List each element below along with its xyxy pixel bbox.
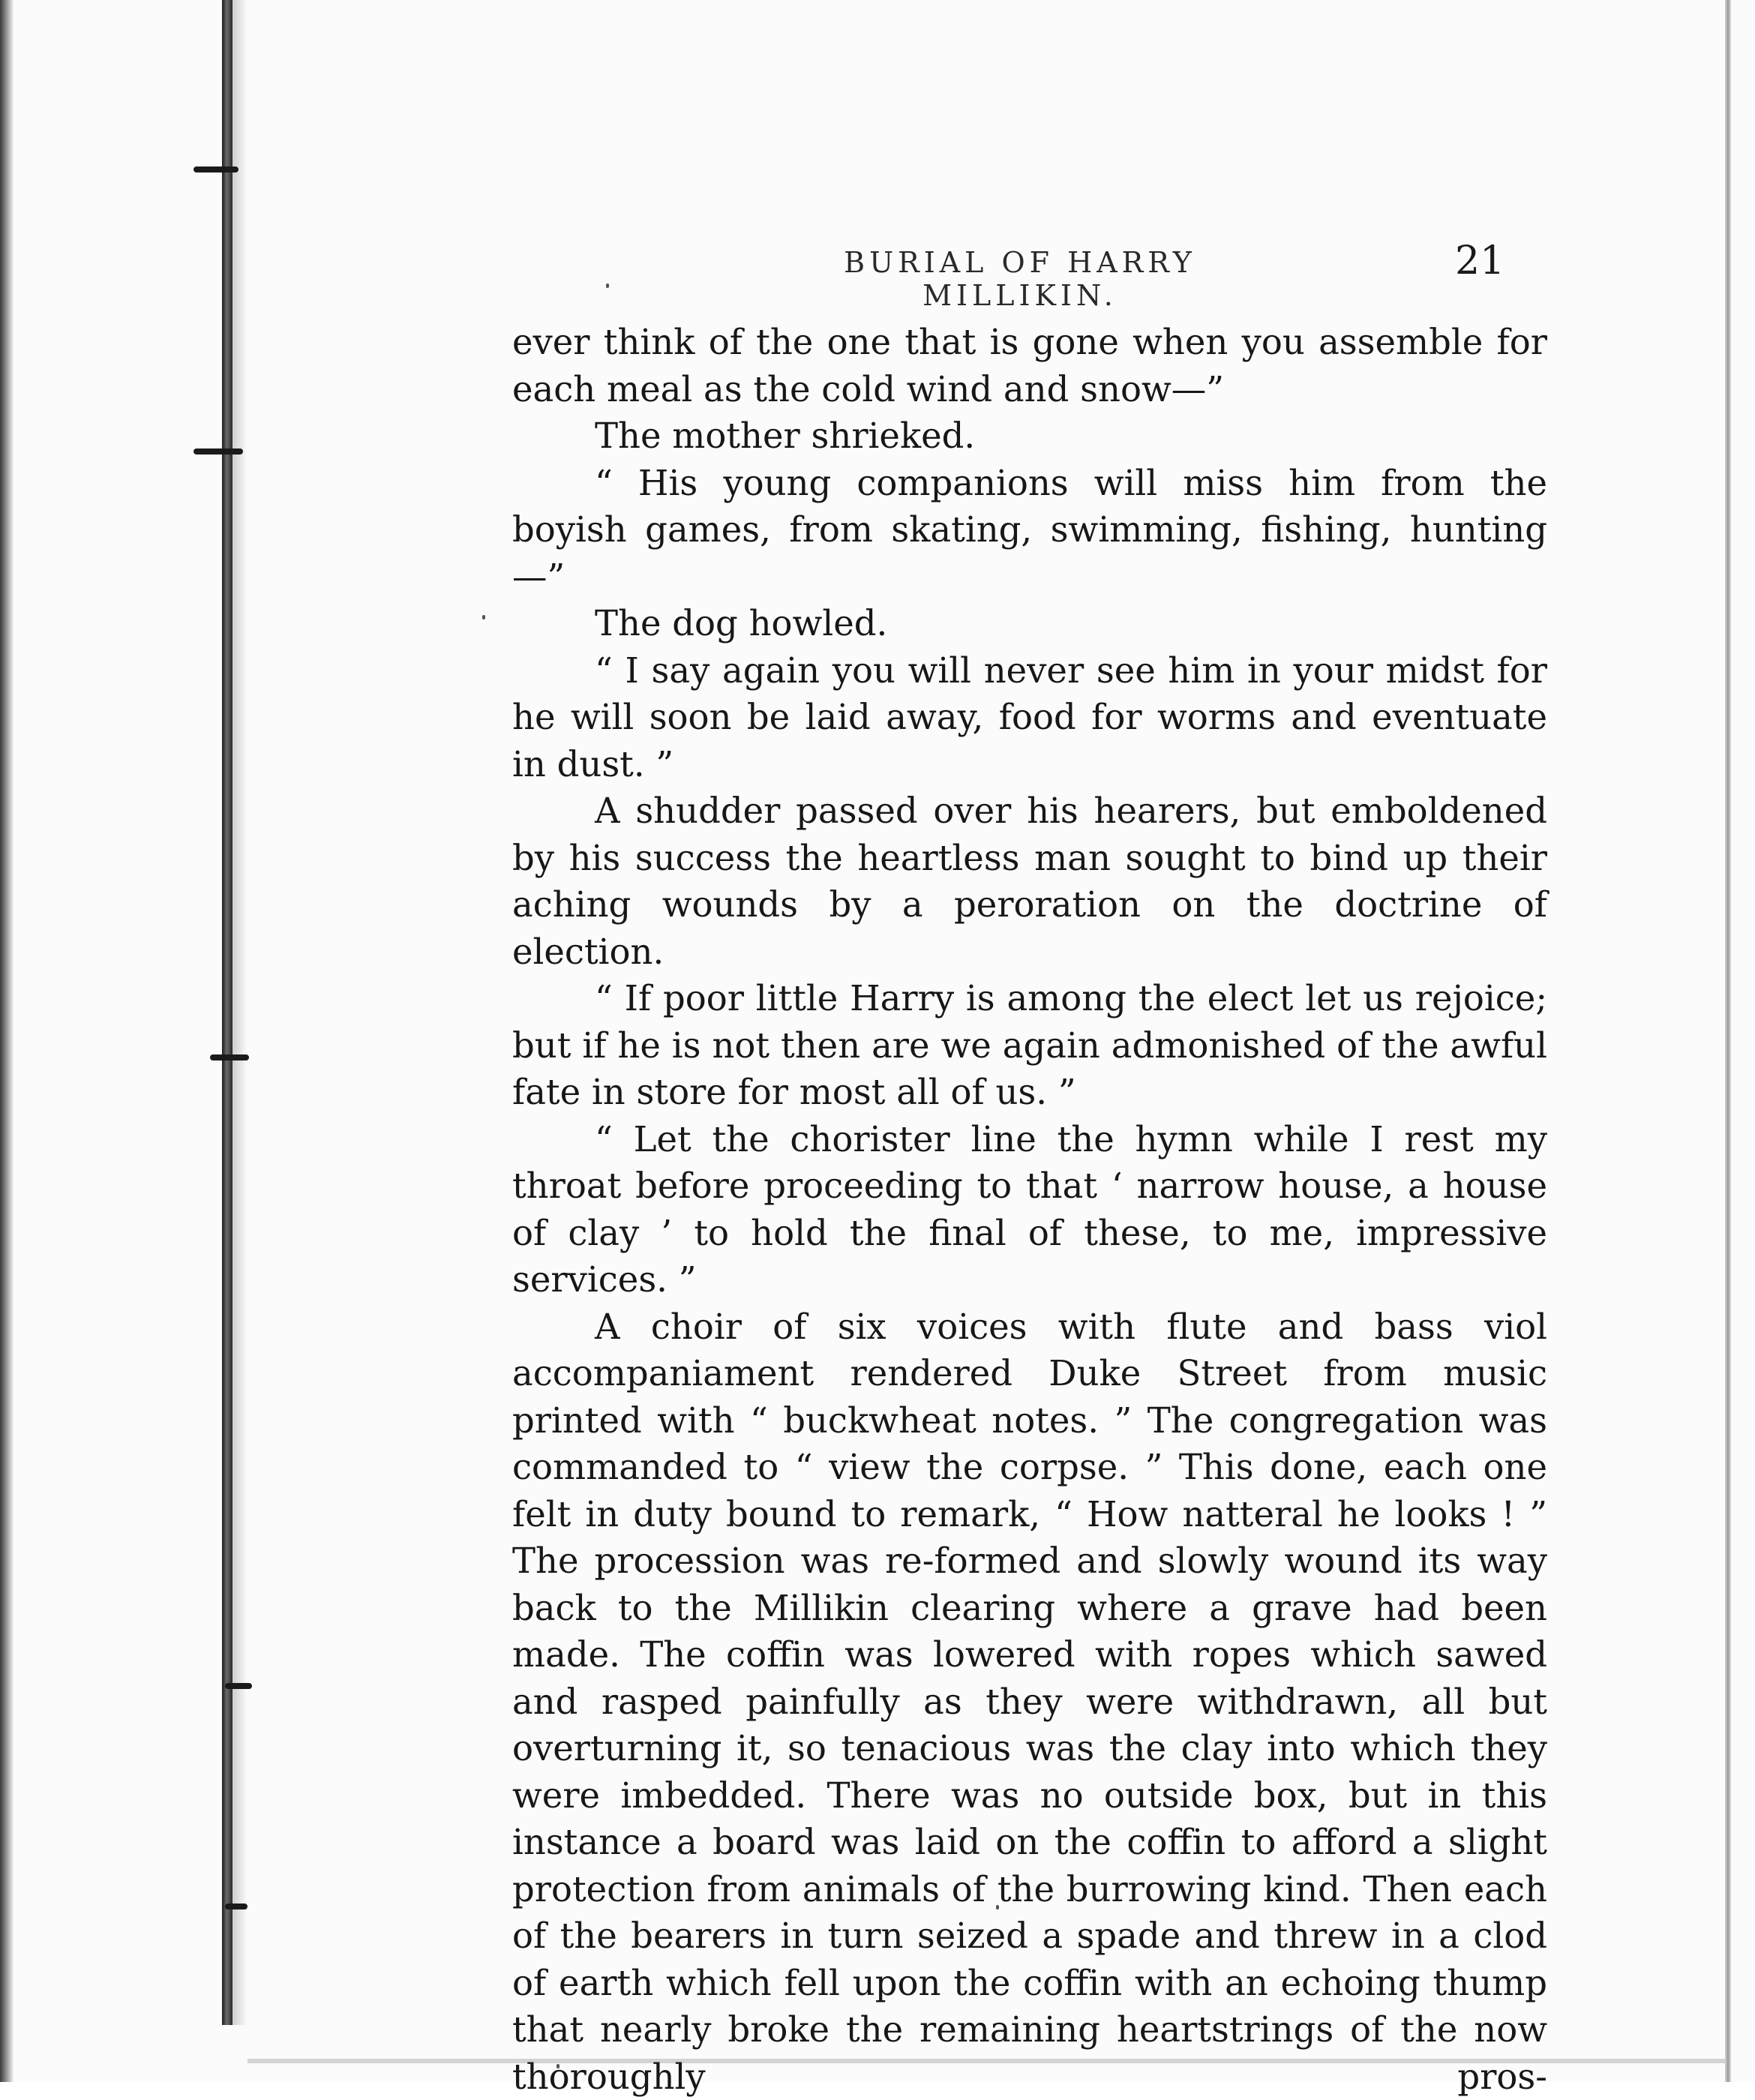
scan-speck [482,615,485,620]
paragraph: “ His young companions will miss him from the boyish games, from skating, swimming, fishing, hunting—” [512,460,1547,601]
paragraph: A choir of six voices with flute and bass viol accompaniament rendered Duke Street from music printed with “ buckwheat notes. ” The congregation was commanded to “ view the corpse. ” This done, each one felt in duty bound to remark, “ How natteral he looks ! ” The procession was re-formed and slowly wound its way back to the Millikin clearing where a grave had been made. The coffin was lowered with ropes which sawed and rasped painfully as they were withdrawn, all but overturning it, so tenacious was the clay into which they were imbedded. There was no outside box, but in this instance a board was laid on the coffin to afford a slight protection from animals of the burrowing kind. Then each of the bearers in turn seized a spade and threw in a clod of earth which fell upon the coffin with an echoing thump that nearly broke the remaining heartstrings of the now thoroughly pros- [512,1304,1547,2100]
paragraph: The mother shrieked. [512,412,1547,460]
running-head: BURIAL OF HARRY MILLIKIN. [765,246,1275,312]
paragraph: “ Let the chorister line the hymn while I rest my throat before proceeding to that ‘ narrow house, a house of clay ’ to hold the final of these, to me, impressive services. ” [512,1116,1547,1304]
binding-mark [194,166,238,172]
binding-mark [210,1054,249,1060]
body-text [512,319,1547,2100]
binding-mark [225,1683,252,1689]
paragraph: “ I say again you will never see him in your midst for he will soon be laid away, food for worms and eventuate in dust. ” [512,647,1547,788]
scan-left-edge [0,0,14,2082]
binding-mark [194,448,243,454]
paragraph: A shudder passed over his hearers, but emboldened by his success the heartless man sought to bind up their aching wounds by a peroration on the doctrine of election. [512,788,1547,975]
scan-speck [606,284,609,288]
paragraph: ever think of the one that is gone when you assemble for each meal as the cold wind and snow—” [512,319,1547,412]
spine-shadow [232,0,248,2025]
page-number: 21 [1455,238,1504,284]
paragraph: The dog howled. [512,600,1547,647]
book-spine [222,0,232,2025]
page-right-edge [1725,0,1731,2082]
paragraph: “ If poor little Harry is among the elect let us rejoice; but if he is not then are we again admonished of the awful fate in store for most all of us. ” [512,975,1547,1116]
binding-mark [225,1904,248,1910]
